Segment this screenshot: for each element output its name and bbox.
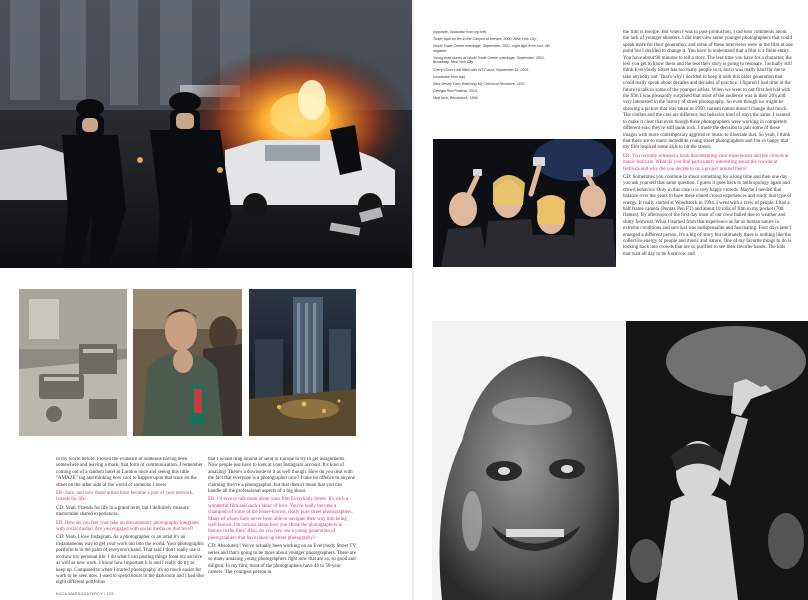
col3-paragraph-2: CD: Sometimes you continue to shoot something for a long time and then one day you ask yourself that same question. I guess it goes back to anthropology again and crowd behavior. Only in this case it is very happy crowds. Maybe I needed that balance over the years to have these elated crowd experiences and study that type of energy. It really started at Woodstock in 1994. I went with a crew of people. I had a half frame camera (Pentax Pen FT) and about 10 rolls of film in my pocket (700 frames). By afternoon of the first day most of our crew bailed due to weather and shitty footwear. What I learned from that experience as far as human nature in extreme conditions and survival was indispensable and fascinating. Four days later I emerged a different person. It's a big ol' story but ultimately there is nothing like the collective energy of people and music and nature. One of my favorite things to do is looking back into crowds that are so purified to see their favorite bands. The kids that wait all day to be front row and <box>623 174 792 257</box>
caption-ticker-tape: Ticker tape on fire in the Canyon of Heroes, 2000, New York City. <box>433 37 537 42</box>
wtc-dust-loft-art <box>19 289 127 436</box>
caption-intro-2: (clockwise from top) <box>433 74 465 79</box>
riot-photo-art <box>0 0 413 268</box>
caption-wtc-wreckage: World Trade Center wreckage, September, 2001, night light from roof, 4th negative <box>433 44 550 53</box>
mud-face-art <box>432 321 625 600</box>
col1-question-2: ER: How do you feel your take on documentary photography integrates with social media? Are you engaged with social media on that level? <box>56 520 200 533</box>
caption-intro: (opposite, clockwise from top left) <box>433 30 487 34</box>
caption-georgia: Georgia Rod Festival, 2014. <box>433 88 478 93</box>
col1-paragraph-3: CD: Yeah, I love Instagram. As a photographer or an artist it's an instantaneous way to get your work out into the world. Your photographic portfolio is in the palm of everyone's hand. That said I don't really use it to show my personal life. I do what I can posting things from my archive as well as new work. I know how important it is and I really do try to keep up. Compared to when I started photography it's so much easier for work to be seen now. I used to spend hours in the darkroom and I had like eight different portfolios <box>56 535 204 586</box>
col2-question-1: ER: I'd love to talk more about your film Everybody Street. It's such a wonderful film and such a labor of love. You've really become a champion of some of the lesser-known, really pure street photographers. Many of whom have never been able to navigate their way into being well known. I'm curious about how you chose the photographers to feature in the film? Also, do you now see a young generation of photographers that have taken up street photography? <box>208 497 353 541</box>
wtc-wreckage-night-art <box>249 289 356 436</box>
riot-photo <box>0 0 413 268</box>
article-column-2 <box>208 457 356 590</box>
col3-paragraph-1: the film is Boogie. But when I was in post-production, I did hear comments about the lack of younger shooters. I did interview some younger photographers that could speak more for their generation, and some of these interviews were in the film at one point but I decided to change it. You have to understand that a film is a finite entity. You have about 90 minutes to tell a story. The less time you have for a character, the less you get to know them and the less their story is going to resonate. I actually still think Everybody Street has too many people in it, but it was really hard for me to take anybody out. That's why I decided to keep it with this older generation that could really speak about decades and decades of practice. I figured I had time in the future to talk to some of the younger artists. When we went to our first festival with the film I was pleasantly surprised that most of the audience was in their 20's and very interested in the history of street photography. So even though we might be showing a picture that was taken in 1950, human nature doesn't change that much. The clothes and the cars are different, but behavior kind of stays the same. I wanted to make it clear that even though these photographers were working in completely different eras, they're still punk rock. I made the decision to pair some of these images with more contemporary aggressive music to illustrate that. So yeah, I think that there are so many incredible young street photographers and I'm so happy that my film inspired some kids to hit the streets. <box>623 30 793 151</box>
col1-paragraph-1: in my world before. I loved the evidence of someone having been somewhere and leaving a mark, that form of communication. I remember coming out of a random hotel in London once and seeing this little "AMAZE" tag and thinking how cool to happen upon that trace on the street on the other side of the world of someone I knew. <box>56 457 203 488</box>
caption-dust-loft: Cheryl Dunn's loft filled with WTC dust, September 11, 2001. <box>433 67 530 72</box>
page-folio: RVCA.WARDOGATERCY / 103 <box>56 592 114 596</box>
col2-paragraph-1: that I would drag around or send to Europe to try to get assignments. Now people just have to look at your Instagram account. It's kind of amazing! There's a downside to it as well though. How do you deal with the fact that everyone is a photographer now? I take no offence to anyone claiming they're a photographer, but that doesn't mean that you can handle all the professional aspects of a big shoot. <box>208 457 355 495</box>
photo-captions <box>433 30 553 103</box>
page-gutter <box>412 0 415 600</box>
caption-young-man: Young man stares at World Trade Center wreckage, September, 2001, Broadway, New York City. <box>433 55 545 65</box>
col3-question-1: ER: You recently released a book documenting your experiences and the crowds at music festivals. What do you find particularly interesting about the crowds at festivals and why did you decide to do a project around them? <box>623 153 789 172</box>
young-man-wtc-art <box>133 289 242 436</box>
article-column-3 <box>623 30 793 301</box>
wtc-wreckage-night-photo <box>249 289 356 436</box>
concert-crowd-art <box>433 139 616 267</box>
festival-photo <box>626 321 808 600</box>
caption-nj-fans: New Jersey Fans Watching My Chemical Romance, 2007. <box>433 81 526 86</box>
col1-question-1: ER: Sure, and now those artists have become a part of your network, friends for life. <box>56 491 194 503</box>
article-column-1 <box>56 457 204 590</box>
col2-paragraph-2: CD: Absolutely! We've actually been working on an Everybody Street TV series and that's going to be more about younger photographers. There are so many amazing young photographers right now that are so, so good and diligent. In my film, most of the photographers have 40 to 50-year careers. The youngest person in <box>208 544 356 575</box>
caption-mud-face: Mud face, Woodstock, 1994. <box>433 95 479 100</box>
concert-crowd-photo <box>433 139 616 267</box>
festival-art <box>626 321 808 600</box>
col1-paragraph-2: CD: Yeah. Friends for life in a grand term, but I definitely treasure memorable shared experiences. <box>56 505 189 518</box>
wtc-dust-loft-photo <box>19 289 127 436</box>
mud-face-photo <box>432 321 625 600</box>
young-man-wtc-photo <box>133 289 242 436</box>
